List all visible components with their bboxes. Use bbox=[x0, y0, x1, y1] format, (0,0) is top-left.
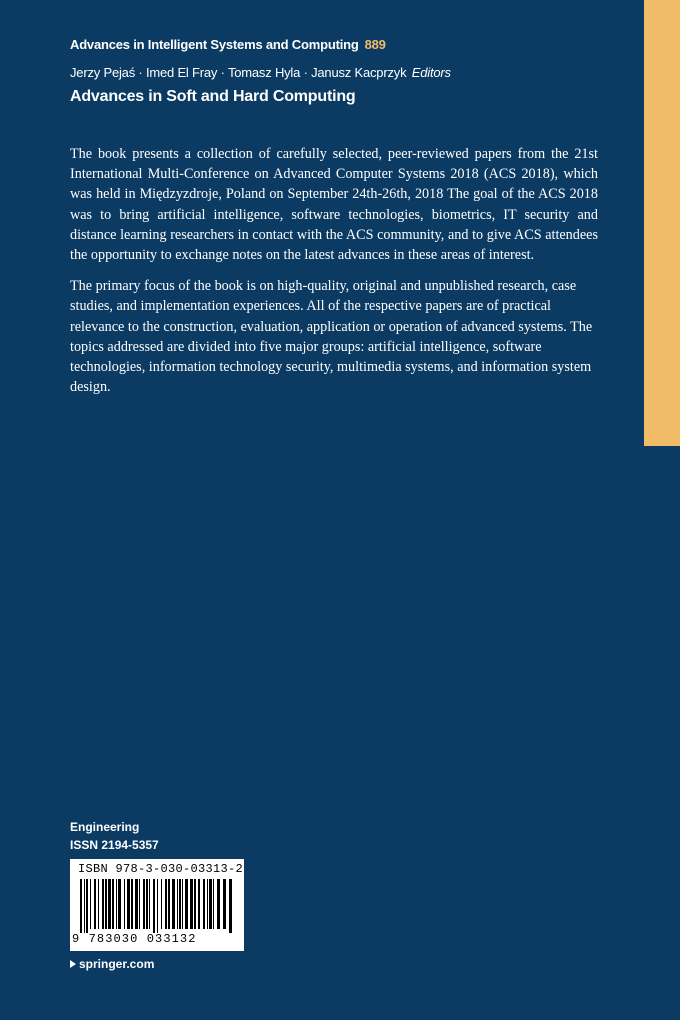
issn-label: ISSN 2194-5357 bbox=[70, 838, 159, 852]
barcode-bar bbox=[198, 879, 200, 929]
series-number: 889 bbox=[364, 37, 386, 52]
series-line bbox=[70, 37, 386, 52]
series-name: Advances in Intelligent Systems and Computing bbox=[70, 37, 359, 52]
editors-role: Editors bbox=[411, 65, 451, 80]
meta-block bbox=[70, 818, 159, 854]
barcode-bar bbox=[116, 879, 117, 929]
barcode-bar bbox=[98, 879, 99, 929]
barcode-bar bbox=[127, 879, 130, 929]
barcode-bar bbox=[102, 879, 104, 929]
ean-digits: 9 783030 033132 bbox=[72, 932, 197, 946]
barcode-bar bbox=[139, 879, 140, 929]
barcode-bar bbox=[118, 879, 121, 929]
barcode-bar bbox=[165, 879, 167, 929]
book-title: Advances in Soft and Hard Computing bbox=[70, 88, 356, 105]
barcode-bar bbox=[105, 879, 107, 929]
description-paragraph-1: The book presents a collection of carefully selected, peer-reviewed papers from the 21st International Multi-Conference on Advanced Computer Systems 2018 (ACS 2018), which was held in Międzyzdroje, Poland on September 24th-26th, 2018 The goal of the ACS 2018 was to bring artificial intelligence, software technologies, biometrics, IT security and distance learning researchers in contact with the ACS community, and to give ACS attendees the opportunity to exchange notes on the latest advances in these areas of interest. bbox=[70, 146, 598, 264]
barcode-bar bbox=[149, 879, 150, 929]
barcode-bar bbox=[112, 879, 114, 929]
barcode-bar bbox=[84, 879, 85, 933]
barcode-bar bbox=[86, 879, 88, 933]
barcode-bar bbox=[157, 879, 158, 933]
barcode-bar bbox=[172, 879, 175, 929]
editor-names: Jerzy Pejaś · Imed El Fray · Tomasz Hyla · Janusz Kacprzyk bbox=[70, 65, 407, 80]
barcode-bar bbox=[213, 879, 214, 929]
barcode-bar bbox=[161, 879, 162, 929]
barcode-bar bbox=[203, 879, 205, 929]
isbn-text: ISBN 978-3-030-03313-2 bbox=[78, 862, 244, 876]
barcode-bar bbox=[177, 879, 178, 929]
barcode-bar bbox=[209, 879, 212, 929]
barcode-bar bbox=[179, 879, 181, 929]
barcode-bar bbox=[185, 879, 188, 929]
barcode-bar bbox=[108, 879, 111, 929]
barcode-bar bbox=[143, 879, 145, 929]
website-label: springer.com bbox=[79, 957, 155, 971]
barcode-bar bbox=[217, 879, 220, 929]
barcode-bar bbox=[182, 879, 183, 929]
barcode-bars bbox=[76, 879, 238, 933]
barcode-bar bbox=[207, 879, 208, 929]
barcode-bar bbox=[90, 879, 91, 929]
barcode-bar bbox=[168, 879, 170, 929]
barcode-bar bbox=[190, 879, 193, 929]
barcode-bar bbox=[124, 879, 125, 929]
description-paragraph-2: The primary focus of the book is on high-quality, original and unpublished research, case studies, and implementation experiences. All of the respective papers are of practical relevance to the construction, evaluation, application or operation of advanced systems. The topics addressed are divided into five major groups: artificial intelligence, software technologies, information technology security, multimedia systems, and information system design. bbox=[70, 278, 593, 396]
barcode-bar bbox=[135, 879, 138, 929]
subject-label: Engineering bbox=[70, 820, 140, 834]
barcode bbox=[70, 859, 244, 951]
springer-website-link[interactable] bbox=[70, 957, 154, 971]
barcode-bar bbox=[223, 879, 226, 929]
barcode-bar bbox=[146, 879, 148, 929]
barcode-bar bbox=[94, 879, 96, 929]
barcode-bar bbox=[194, 879, 196, 929]
barcode-bar bbox=[229, 879, 232, 933]
editors-line bbox=[70, 65, 451, 80]
arrow-right-icon bbox=[70, 960, 76, 968]
book-description bbox=[70, 144, 598, 408]
barcode-bar bbox=[80, 879, 82, 933]
accent-side-strip bbox=[644, 0, 680, 446]
barcode-bar bbox=[153, 879, 155, 933]
barcode-bar bbox=[131, 879, 133, 929]
